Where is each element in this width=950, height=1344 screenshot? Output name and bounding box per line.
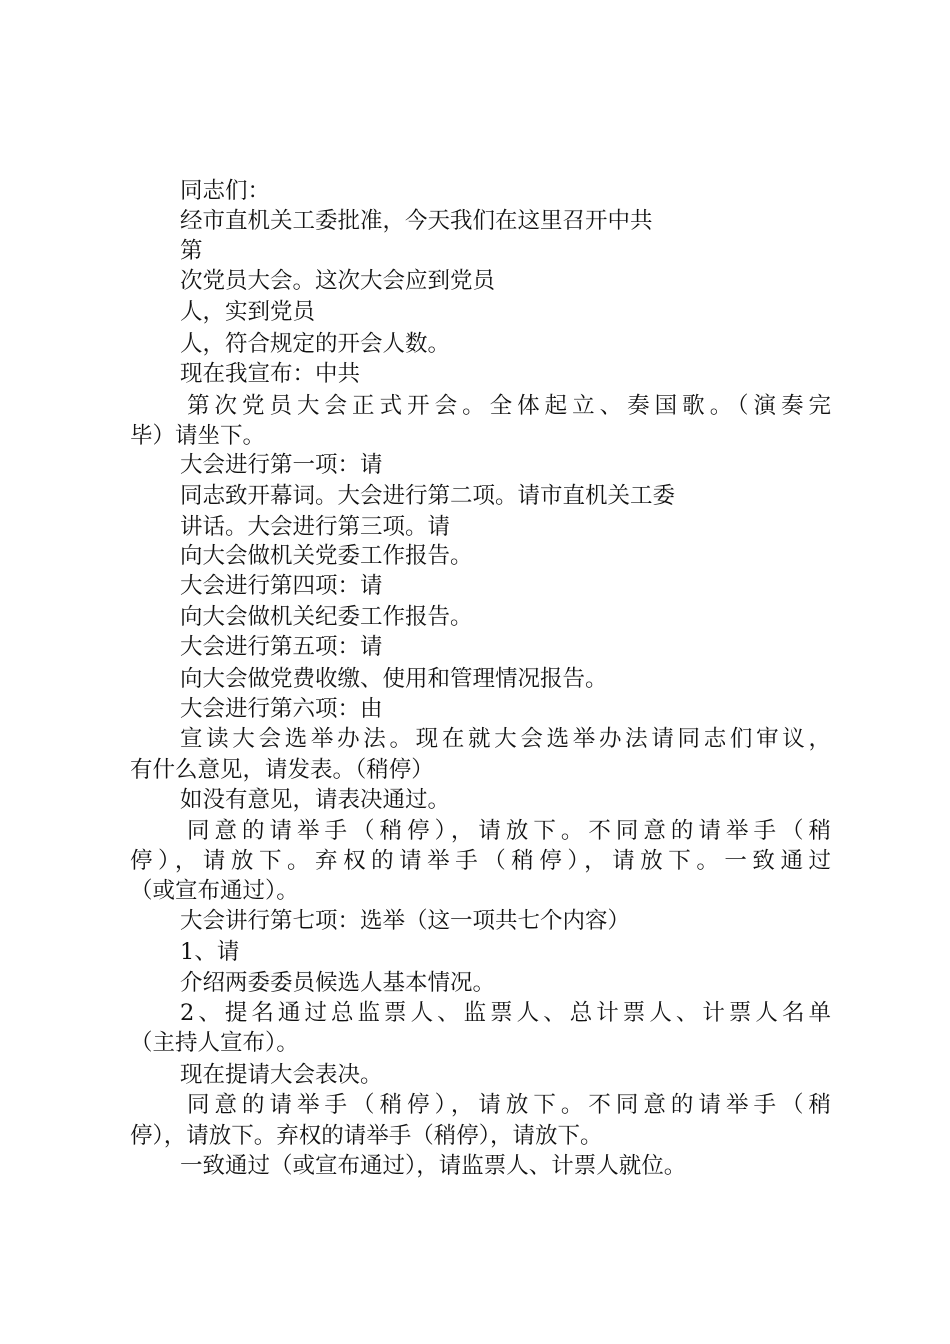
text-line: 向大会做机关纪委工作报告。 bbox=[180, 604, 473, 630]
text-line: 第 bbox=[180, 238, 203, 264]
text-line: （或宣布通过）。 bbox=[130, 878, 299, 904]
text-line: 同志致开幕词。大会进行第二项。请市直机关工委 bbox=[180, 483, 676, 509]
text-line: 次党员大会。这次大会应到党员 bbox=[180, 268, 496, 294]
text-line: 大会讲行第七项：选举（这一项共七个内容） bbox=[180, 908, 631, 934]
text-line: 介绍两委委员候选人基本情况。 bbox=[180, 970, 496, 996]
text-line: 停），请放下。弃权的请举手（稍停），请放下。一致通过 bbox=[130, 848, 831, 874]
text-line: 经市直机关工委批准，今天我们在这里召开中共 bbox=[180, 208, 653, 234]
text-line: 人，符合规定的开会人数。 bbox=[180, 331, 451, 357]
text-line: 2、提名通过总监票人、监票人、总计票人、计票人名单 bbox=[180, 1000, 831, 1026]
text-line: 宣读大会选举办法。现在就大会选举办法请同志们审议， bbox=[180, 726, 831, 752]
text-line: 人，实到党员 bbox=[180, 299, 316, 325]
text-line: 现在提请大会表决。 bbox=[180, 1062, 383, 1088]
text-line: 向大会做党费收缴、使用和管理情况报告。 bbox=[180, 666, 608, 692]
text-line: （主持人宣布）。 bbox=[130, 1030, 299, 1056]
text-line: 第次党员大会正式开会。全体起立、奏国歌。（演奏完 bbox=[187, 393, 831, 419]
text-line: 大会进行第一项：请 bbox=[180, 452, 383, 478]
text-line: 同意的请举手（稍停），请放下。不同意的请举手（稍 bbox=[187, 818, 831, 844]
text-line: 停），请放下。弃权的请举手（稍停），请放下。 bbox=[130, 1123, 603, 1149]
text-line: 讲话。大会进行第三项。请 bbox=[180, 514, 451, 540]
text-line: 一致通过（或宣布通过），请监票人、计票人就位。 bbox=[180, 1153, 687, 1179]
text-line: 大会进行第六项：由 bbox=[180, 696, 383, 722]
text-line: 大会进行第四项：请 bbox=[180, 573, 383, 599]
text-line: 1、请 bbox=[180, 939, 240, 965]
text-line: 如没有意见，请表决通过。 bbox=[180, 787, 451, 813]
text-line: 大会进行第五项：请 bbox=[180, 634, 383, 660]
text-line: 向大会做机关党委工作报告。 bbox=[180, 543, 473, 569]
text-line: 有什么意见，请发表。（稍停） bbox=[130, 757, 434, 783]
text-line: 毕）请坐下。 bbox=[130, 423, 266, 449]
text-line: 同志们： bbox=[180, 178, 271, 204]
text-line: 同意的请举手（稍停），请放下。不同意的请举手（稍 bbox=[187, 1092, 831, 1118]
text-line: 现在我宣布：中共 bbox=[180, 361, 361, 387]
